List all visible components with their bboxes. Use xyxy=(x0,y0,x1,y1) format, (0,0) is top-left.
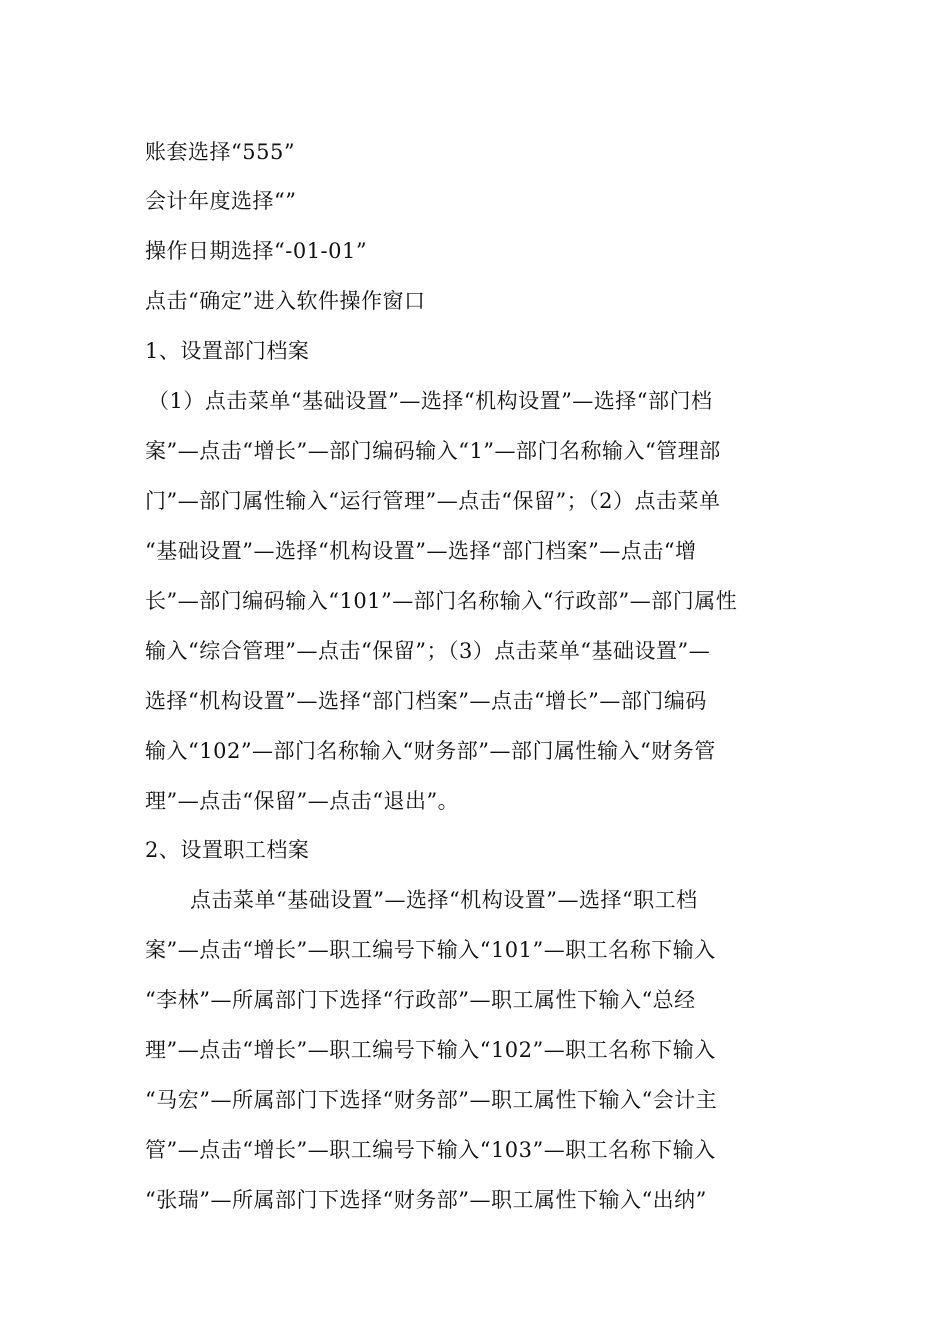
paragraph-line: “张瑞”—所属部门下选择“财务部”—职工属性下输入“出纳” xyxy=(145,1188,707,1212)
text-line-fiscal-year: 会计年度选择“” xyxy=(145,189,297,213)
paragraph-line: 管”—点击“增长”—职工编号下输入“103”—职工名称下输入 xyxy=(145,1138,716,1162)
paragraph-line: 输入“102”—部门名称输入“财务部”—部门属性输入“财务管 xyxy=(145,739,716,763)
text-line-account-set: 账套选择“555” xyxy=(145,140,296,164)
section-heading-department: 1、设置部门档案 xyxy=(145,339,310,363)
paragraph-line: 输入“综合管理”—点击“保留”；（3）点击菜单“基础设置”— xyxy=(145,639,711,663)
section-heading-staff: 2、设置职工档案 xyxy=(145,838,310,862)
paragraph-line: “基础设置”—选择“机构设置”—选择“部门档案”—点击“增 xyxy=(145,539,697,563)
paragraph-line: 点击菜单“基础设置”—选择“机构设置”—选择“职工档 xyxy=(190,888,698,912)
paragraph-line: 案”—点击“增长”—职工编号下输入“101”—职工名称下输入 xyxy=(145,938,716,962)
paragraph-line: 理”—点击“保留”—点击“退出”。 xyxy=(145,789,460,813)
text-line-click-confirm: 点击“确定”进入软件操作窗口 xyxy=(145,289,426,313)
paragraph-line: 选择“机构设置”—选择“部门档案”—点击“增长”—部门编码 xyxy=(145,689,707,713)
paragraph-line: “李林”—所属部门下选择“行政部”—职工属性下输入“总经 xyxy=(145,988,696,1012)
paragraph-line: “马宏”—所属部门下选择“财务部”—职工属性下输入“会计主 xyxy=(145,1088,718,1112)
paragraph-line: 门”—部门属性输入“运行管理”—点击“保留”；（2）点击菜单 xyxy=(145,489,721,513)
paragraph-line: 理”—点击“增长”—职工编号下输入“102”—职工名称下输入 xyxy=(145,1038,716,1062)
paragraph-line: （1）点击菜单“基础设置”—选择“机构设置”—选择“部门档 xyxy=(148,389,713,413)
text-line-operation-date: 操作日期选择“-01-01” xyxy=(145,239,368,263)
paragraph-line: 案”—点击“增长”—部门编码输入“1”—部门名称输入“管理部 xyxy=(145,439,721,463)
paragraph-line: 长”—部门编码输入“101”—部门名称输入“行政部”—部门属性 xyxy=(145,589,738,613)
